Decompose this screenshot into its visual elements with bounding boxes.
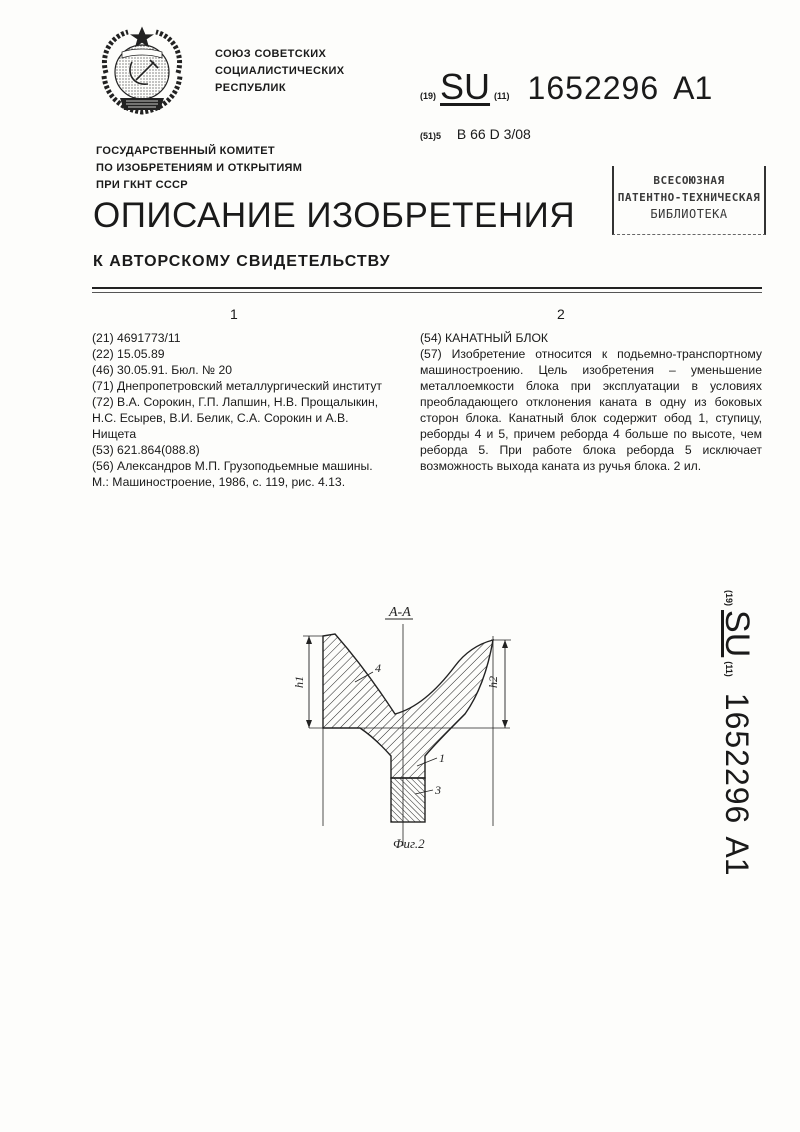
ipc-code: B 66 D 3/08 bbox=[456, 126, 531, 142]
biblio-entry: (53) 621.864(088.8) bbox=[92, 443, 200, 457]
header-rule-thin bbox=[92, 292, 762, 293]
patent-number: 1652296 bbox=[527, 70, 660, 106]
committee-line: ПРИ ГКНТ СССР bbox=[96, 179, 188, 191]
side-country-code: SU bbox=[718, 610, 756, 658]
org-line: РЕСПУБЛИК bbox=[215, 82, 286, 94]
ipc-classification-row bbox=[420, 126, 531, 142]
abstract-column bbox=[420, 330, 762, 474]
side-kind-code: A1 bbox=[719, 836, 755, 876]
biblio-entry: (71) Днепропетровский металлургический институт bbox=[92, 379, 383, 393]
section-label: А-А bbox=[389, 605, 411, 620]
dim-h2-arrow-top bbox=[502, 640, 508, 648]
ussr-emblem-icon bbox=[92, 18, 192, 120]
stamp-line: БИБЛИОТЕКА bbox=[650, 207, 728, 221]
label-3: 3 bbox=[435, 783, 441, 797]
document-subtitle: К АВТОРСКОМУ СВИДЕТЕЛЬСТВУ bbox=[93, 253, 391, 270]
biblio-entry: (46) 30.05.91. Бюл. № 20 bbox=[92, 363, 233, 377]
dim-h1-arrow-bottom bbox=[306, 720, 312, 728]
stamp-line: ПАТЕНТНО-ТЕХНИЧЕСКАЯ bbox=[617, 191, 761, 204]
inid-code-11: (11) bbox=[494, 91, 510, 101]
pulley-cross-section-figure bbox=[285, 596, 525, 858]
document-title: ОПИСАНИЕ ИЗОБРЕТЕНИЯ bbox=[93, 196, 576, 235]
inid-code-19: (19) bbox=[420, 91, 437, 101]
committee-line: ГОСУДАРСТВЕННЫЙ КОМИТЕТ bbox=[96, 145, 275, 157]
dim-h1-arrow-top bbox=[306, 636, 312, 644]
committee-line: ПО ИЗОБРЕТЕНИЯМ И ОТКРЫТИЯМ bbox=[96, 162, 303, 174]
biblio-entry: (56) Александров М.П. Грузоподьемные машины. М.: Машиностроение, 1986, с. 119, рис. 4.13. bbox=[92, 459, 373, 489]
pulley-hub bbox=[391, 778, 425, 822]
side-patent-number bbox=[720, 590, 792, 890]
header-rule bbox=[92, 287, 762, 289]
biblio-entry: (22) 15.05.89 bbox=[92, 347, 165, 361]
pulley-rim-profile bbox=[323, 634, 493, 778]
label-h2: h2 bbox=[486, 676, 500, 688]
side-inid-code-11: (11) bbox=[724, 661, 734, 677]
library-stamp bbox=[612, 166, 766, 235]
bibliographic-data bbox=[92, 330, 392, 490]
org-line: СОЦИАЛИСТИЧЕСКИХ bbox=[215, 65, 345, 77]
stamp-line: ВСЕСОЮЗНАЯ bbox=[653, 174, 725, 187]
biblio-entry: (72) В.А. Сорокин, Г.П. Лапшин, Н.В. Прощалыкин, Н.С. Есырев, В.И. Белик, С.А. Сорокин и А.В. Нищета bbox=[92, 395, 379, 441]
abstract-text: (57) Изобретение относится к подьемно-транспортному машиностроению. Цель изобретения – уменьшение металлоемкости блока при эксплуатации в условиях преобладающего отклонения каната в одну из боковых сторон блока. Канатный блок содержит обод 1, ступицу, реборды 4 и 5, причем реборда 4 больше по высоте, чем реборда 5. При работе блока реборда 5 исключает возможность выхода каната из ручья блока. 2 ил. bbox=[420, 347, 762, 473]
invention-title: (54) КАНАТНЫЙ БЛОК bbox=[420, 331, 549, 345]
figure-caption: Фиг.2 bbox=[393, 836, 425, 851]
issuing-country-block bbox=[215, 46, 345, 97]
country-code: SU bbox=[440, 66, 491, 107]
label-1: 1 bbox=[439, 751, 445, 765]
side-patent-number-value: 1652296 bbox=[719, 692, 755, 825]
org-line: СОЮЗ СОВЕТСКИХ bbox=[215, 48, 327, 60]
side-inid-code-19: (19) bbox=[724, 590, 734, 607]
kind-code: A1 bbox=[673, 70, 713, 106]
publication-number-row bbox=[420, 66, 712, 106]
dim-h2-arrow-bottom bbox=[502, 720, 508, 728]
inid-code-51: (51)5 bbox=[420, 131, 442, 141]
biblio-entry: (21) 4691773/11 bbox=[92, 331, 181, 345]
committee-block bbox=[96, 143, 302, 194]
column-number-2: 2 bbox=[557, 306, 565, 322]
column-number-1: 1 bbox=[230, 306, 238, 322]
label-4: 4 bbox=[375, 661, 381, 675]
label-h1: h1 bbox=[292, 676, 306, 688]
